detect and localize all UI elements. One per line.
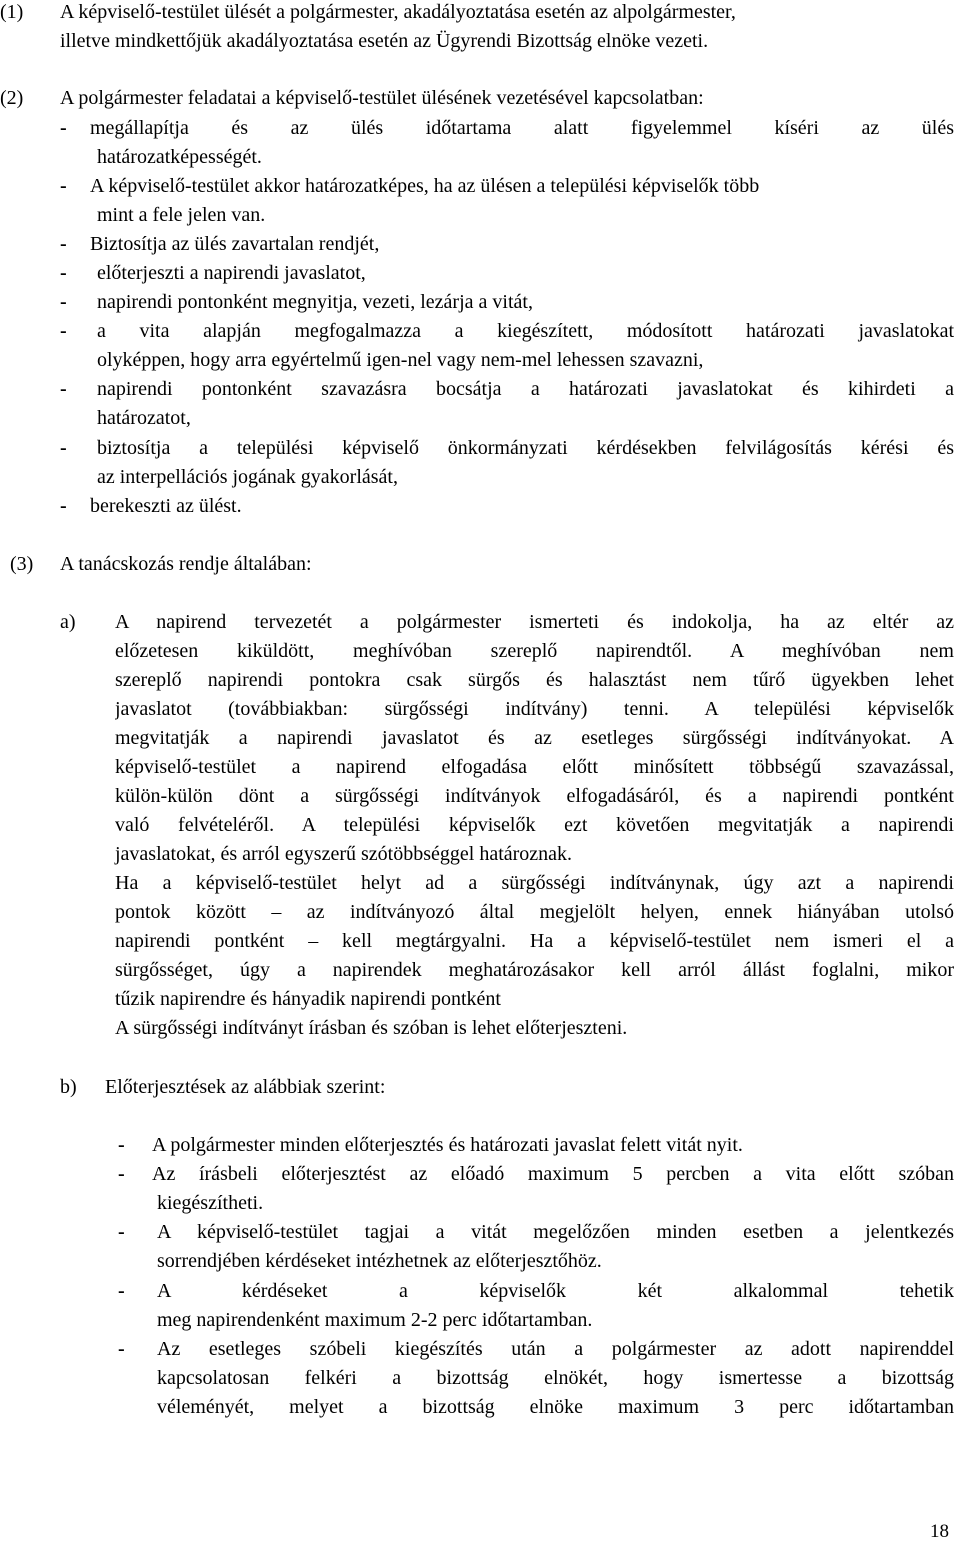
section-3-b-item-2-line-2: kiegészítheti. (157, 1192, 264, 1214)
section-2-item-8-line-2: az interpellációs jogának gyakorlását, (97, 466, 398, 488)
section-2-item-6-line-2: olyképpen, hogy arra egyértelmű igen-nel vagy nem-mel lehessen szavazni, (97, 349, 704, 371)
section-3-a-line: napirendi pontként – kell megtárgyalni. Ha a képviselő-testület nem ismeri el a (115, 930, 954, 952)
section-3-b-bullet: - (118, 1163, 125, 1185)
section-3-a-line: szereplő napirendi pontokra csak sürgős és halasztást nem tűrő ügyekben lehet (115, 669, 954, 691)
section-2-item-7-line-1: napirendi pontonként szavazásra bocsátja a határozati javaslatokat és kihirdeti a (97, 378, 954, 400)
section-3-b-item-1: A polgármester minden előterjesztés és határozati javaslat felett vitát nyit. (152, 1134, 743, 1156)
section-3-a-line: való felvételéről. A települési képviselők ezt követően megvitatják a napirendi (115, 814, 954, 836)
section-2-item-3: Biztosítja az ülés zavartalan rendjét, (90, 233, 380, 255)
section-3-number: (3) (10, 553, 34, 575)
section-3-b-item-2-line-1: Az írásbeli előterjesztést az előadó maximum 5 percben a vita előtt szóban (152, 1163, 954, 1185)
section-3-a-line: sürgősséget, úgy a napirendek meghatározásakor kell arról állást foglalni, mikor (115, 959, 954, 981)
section-2-item-5: napirendi pontonként megnyitja, vezeti, lezárja a vitát, (97, 291, 533, 313)
section-2-item-4: előterjeszti a napirendi javaslatot, (97, 262, 366, 284)
section-3-a-line: pontok között – az indítványozó által megjelölt helyen, ennek hiányában utolsó (115, 901, 954, 923)
section-2-number: (2) (0, 87, 24, 109)
section-2-bullet: - (60, 233, 67, 255)
section-3-b-bullet: - (118, 1221, 125, 1243)
section-1-number: (1) (0, 1, 24, 23)
section-3-a-line: előzetesen kiküldött, meghívóban szereplő napirendtől. A meghívóban nem (115, 640, 954, 662)
section-2-bullet: - (60, 495, 67, 517)
section-3-a-line: képviselő-testület a napirend elfogadása előtt minősített többségű szavazással, (115, 756, 954, 778)
section-3-a-line: tűzik napirendre és hányadik napirendi pontként (115, 988, 501, 1010)
section-3-b-item-5-line-2: kapcsolatosan felkéri a bizottság elnökét, hogy ismertesse a bizottság (157, 1367, 954, 1389)
section-3-b-item-3-line-2: sorrendjében kérdéseket intézhetnek az előterjesztőhöz. (157, 1250, 602, 1272)
section-3-b-item-4-line-2: meg napirendenként maximum 2-2 perc időtartamban. (157, 1309, 593, 1331)
section-2-bullet: - (60, 175, 67, 197)
section-2-item-1-line-1: megállapítja és az ülés időtartama alatt figyelemmel kíséri az ülés (90, 117, 954, 139)
section-2-item-2-line-2: mint a fele jelen van. (97, 204, 266, 226)
section-2-bullet: - (60, 117, 67, 139)
section-2-bullet: - (60, 320, 67, 342)
section-3-a-line: megvitatják a napirendi javaslatot és az esetleges sürgősségi indítványokat. A (115, 727, 954, 749)
section-3-b-intro: Előterjesztések az alábbiak szerint: (105, 1076, 386, 1098)
section-3-a-line: javaslatot (továbbiakban: sürgősségi indítvány) tenni. A települési képviselők (115, 698, 954, 720)
section-3-b-bullet: - (118, 1338, 125, 1360)
section-2-item-7-line-2: határozatot, (97, 407, 191, 429)
section-2-item-2-line-1: A képviselő-testület akkor határozatképes, ha az ülésen a települési képviselők több (90, 175, 760, 197)
section-2-item-6-line-1: a vita alapján megfogalmazza a kiegészített, módosított határozati javaslatokat (97, 320, 954, 342)
section-2-item-8-line-1: biztosítja a települési képviselő önkormányzati kérdésekben felvilágosítás kérési és (97, 437, 954, 459)
section-3-b-item-4-line-1: A kérdéseket a képviselők két alkalommal tehetik (157, 1280, 954, 1302)
section-3-b-item-3-line-1: A képviselő-testület tagjai a vitát megelőzően minden esetben a jelentkezés (157, 1221, 954, 1243)
section-2-bullet: - (60, 437, 67, 459)
section-2-intro: A polgármester feladatai a képviselő-testület ülésének vezetésével kapcsolatban: (60, 87, 704, 109)
section-1-line-1: A képviselő-testület ülését a polgármester, akadályoztatása esetén az alpolgármester, (60, 1, 736, 23)
section-3-b-item-5-line-1: Az esetleges szóbeli kiegészítés után a polgármester az adott napirenddel (157, 1338, 954, 1360)
section-3-a-line: A sürgősségi indítványt írásban és szóban is lehet előterjeszteni. (115, 1017, 628, 1039)
section-3-b-label: b) (60, 1076, 77, 1098)
section-3-a-label: a) (60, 611, 76, 633)
section-3-a-line: javaslatokat, és arról egyszerű szótöbbséggel határoznak. (115, 843, 573, 865)
section-3-b-bullet: - (118, 1280, 125, 1302)
section-3-b-item-5-line-3: véleményét, melyet a bizottság elnöke maximum 3 perc időtartamban (157, 1396, 954, 1418)
section-3-a-line: A napirend tervezetét a polgármester ismerteti és indokolja, ha az eltér az (115, 611, 954, 633)
page-number: 18 (930, 1521, 949, 1542)
section-3-a-line: Ha a képviselő-testület helyt ad a sürgősségi indítványnak, úgy azt a napirendi (115, 872, 954, 894)
section-2-bullet: - (60, 262, 67, 284)
section-2-item-1-line-2: határozatképességét. (97, 146, 262, 168)
section-2-bullet: - (60, 378, 67, 400)
section-2-bullet: - (60, 291, 67, 313)
section-3-b-bullet: - (118, 1134, 125, 1156)
section-3-a-line: külön-külön dönt a sürgősségi indítványok elfogadásáról, és a napirendi pontként (115, 785, 954, 807)
section-2-item-9: berekeszti az ülést. (90, 495, 242, 517)
section-3-intro: A tanácskozás rendje általában: (60, 553, 312, 575)
section-1-line-2: illetve mindkettőjük akadályoztatása esetén az Ügyrendi Bizottság elnöke vezeti. (60, 30, 709, 52)
